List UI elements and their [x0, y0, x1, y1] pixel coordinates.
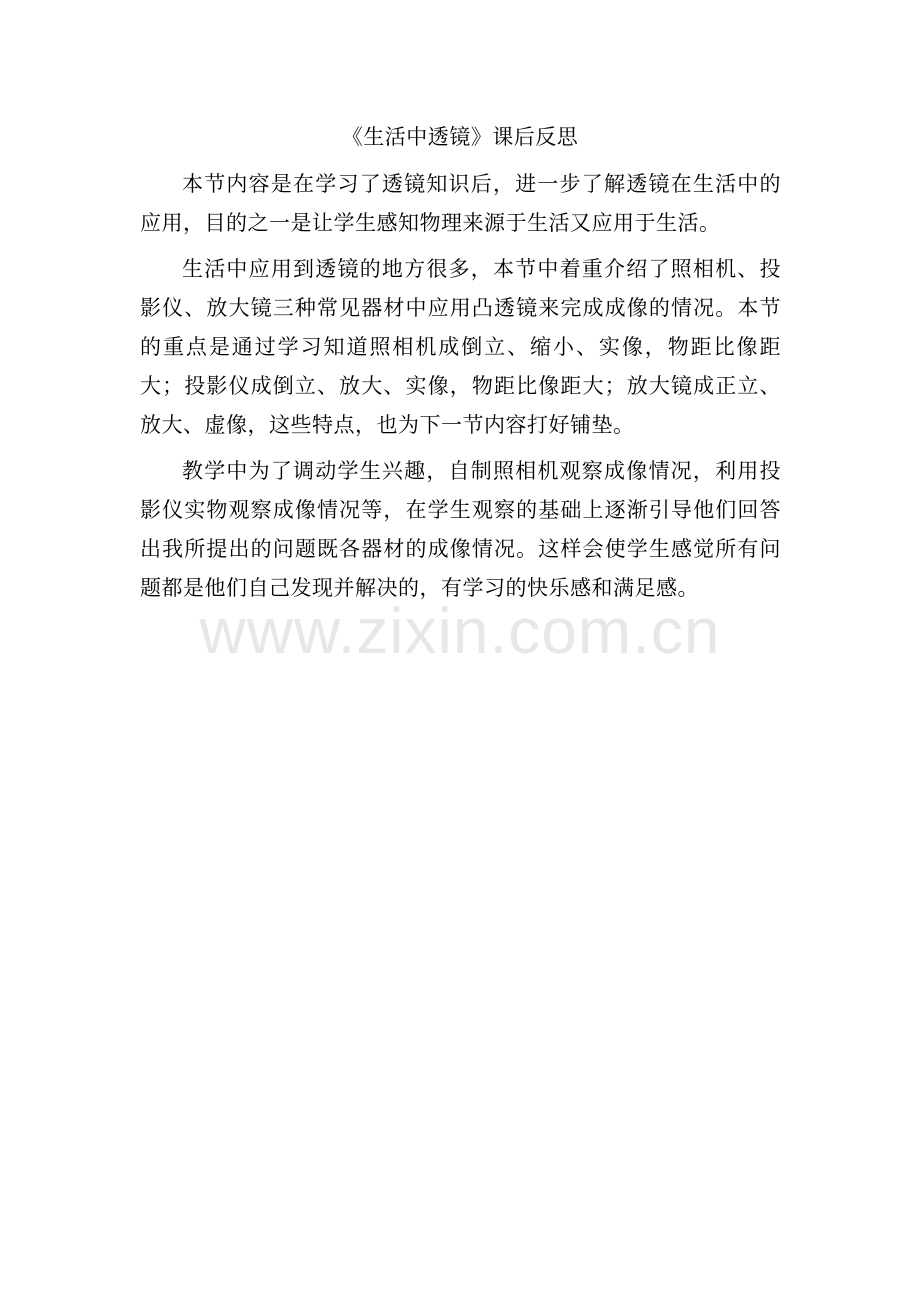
watermark: www.zixin.com.cn — [199, 595, 721, 667]
document-body — [140, 165, 781, 615]
paragraph-teaching: 教学中为了调动学生兴趣，自制照相机观察成像情况，利用投影仪实物观察成像情况等，在学生观察的基础上逐渐引导他们回答出我所提出的问题既各器材的成像情况。这样会使学生感觉所有问题都是他们自己发现并解决的，有学习的快乐感和满足感。 — [140, 459, 781, 600]
paragraph-intro: 本节内容是在学习了透镜知识后，进一步了解透镜在生活中的应用，目的之一是让学生感知物理来源于生活又应用于生活。 — [140, 172, 781, 235]
document-title: 《生活中透镜》课后反思 — [341, 125, 579, 149]
paragraph-applications: 生活中应用到透镜的地方很多，本节中着重介绍了照相机、投影仪、放大镜三种常见器材中应用凸透镜来完成成像的情况。本节的重点是通过学习知道照相机成倒立、缩小、实像，物距比像距大；投影仪成倒立、放大、实像，物距比像距大；放大镜成正立、放大、虚像，这些特点，也为下一节内容打好铺垫。 — [140, 257, 781, 437]
